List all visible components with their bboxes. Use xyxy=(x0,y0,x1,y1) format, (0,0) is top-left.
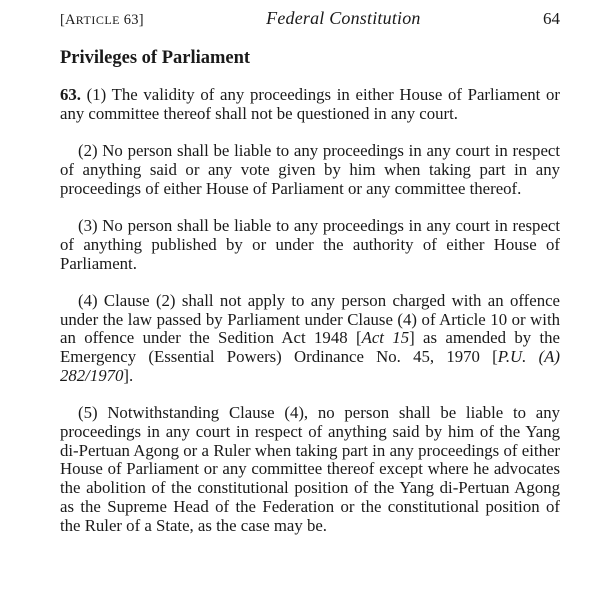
section-heading: Privileges of Parliament xyxy=(60,48,251,68)
clause-4-text-c: ]. xyxy=(123,365,134,385)
document-title: Federal Constitution xyxy=(266,8,421,28)
clause-1-text: (1) The validity of any proceedings in either House of Parliament or any committee thereof shall not be questioned in any court. xyxy=(60,85,560,123)
clause-5: (5) Notwithstanding Clause (4), no person shall be liable to any proceedings in any court in respect of anything said by him of the Yang di-Pertuan Agong or a Ruler when taking part in any proceedings of either House of Parliament or any committee thereof except where he advocates the abolition of the constitutional position of the Yang di-Pertuan Agong as the Supreme Head of the Federation or the constitutional position of the Ruler of a State, as the case may be. xyxy=(60,403,560,535)
act-reference: Act 15 xyxy=(361,328,410,348)
clause-4-text-b: ] as amended by the Emergency (Essential Powers) Ordinance No. 45, 1970 [ xyxy=(60,328,561,367)
running-head xyxy=(60,8,560,34)
clause-4 xyxy=(60,292,560,386)
clause-3: (3) No person shall be liable to any proceedings in any court in respect of anything published by or under the authority of either House of Parliament. xyxy=(60,216,560,273)
clause-2: (2) No person shall be liable to any proceedings in any court in respect of anything said or any vote given by him when taking part in any proceedings of either House of Parliament or any committee thereof. xyxy=(60,141,560,198)
article-prefix: [A xyxy=(60,12,76,28)
article-number: 63] xyxy=(119,12,144,28)
article-smallcaps: RTICLE xyxy=(75,13,120,27)
pu-reference: P.U. (A) 282/1970 xyxy=(60,347,561,385)
page-number: 64 xyxy=(543,9,560,28)
clause-4-text-a: (4) Clause (2) shall not apply to any person charged with an offence under the law passed by Parliament under Clause (4) of Article 10 or with an offence under the Sedition Act 1948 [ xyxy=(60,291,560,348)
article-reference xyxy=(60,12,144,29)
article-number-bold: 63. xyxy=(60,85,81,104)
clause-1 xyxy=(60,86,560,123)
